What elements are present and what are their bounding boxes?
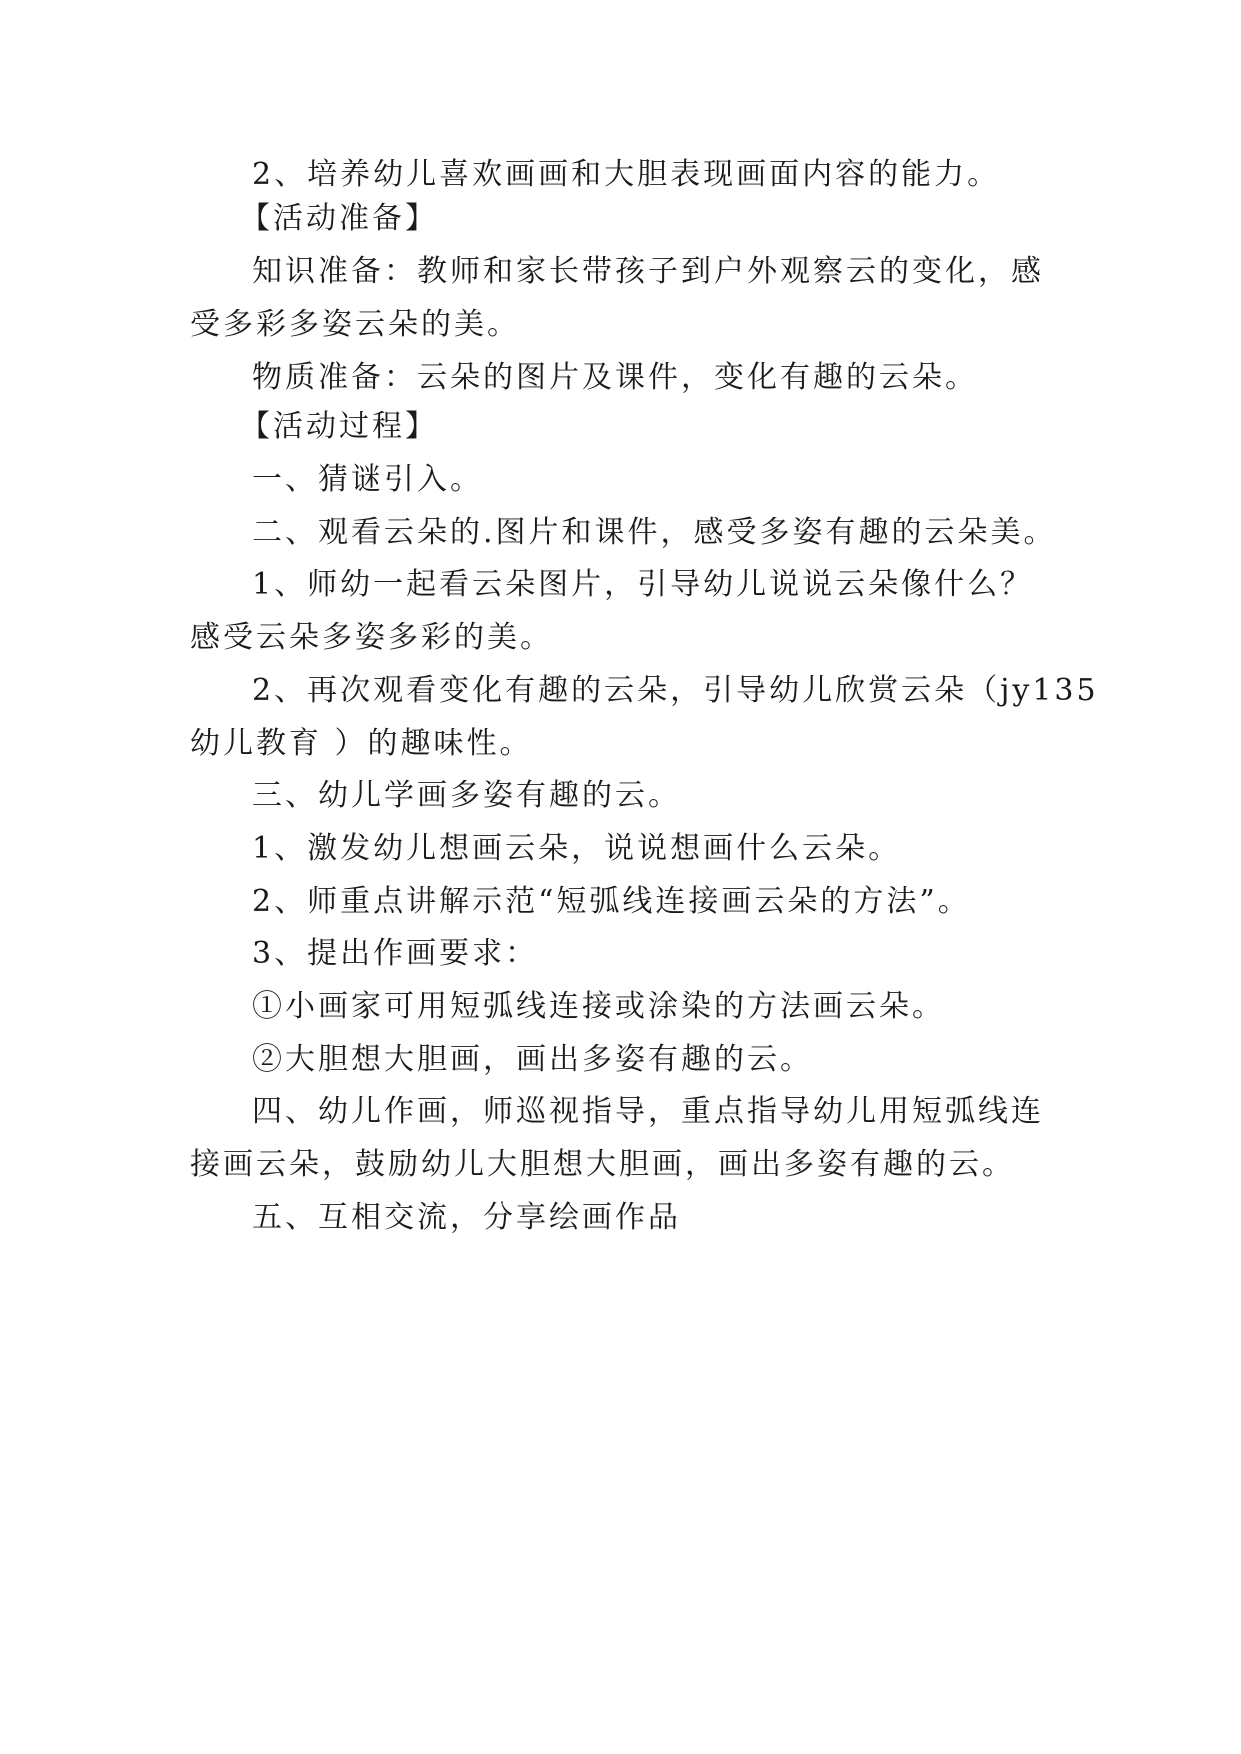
step-three-sub3-line: 3、提出作画要求： xyxy=(252,936,539,971)
step-four-line-1: 四、幼儿作画，师巡视指导，重点指导幼儿用短弧线连 xyxy=(252,1094,1044,1129)
step-two-sub1-line-1: 1、师幼一起看云朵图片，引导幼儿说说云朵像什么？ xyxy=(252,567,1034,602)
step-two-line: 二、观看云朵的.图片和课件，感受多姿有趣的云朵美。 xyxy=(252,515,1057,550)
step-two-sub1-line-2: 感受云朵多姿多彩的美。 xyxy=(190,620,553,655)
material-prep-line: 物质准备：云朵的图片及课件，变化有趣的云朵。 xyxy=(252,360,978,395)
step-three-sub1-line: 1、激发幼儿想画云朵，说说想画什么云朵。 xyxy=(252,831,902,866)
section-heading-process: 【活动过程】 xyxy=(240,409,438,444)
step-three-line: 三、幼儿学画多姿有趣的云。 xyxy=(252,778,681,813)
section-heading-preparation: 【活动准备】 xyxy=(240,201,438,236)
objective-line: 2、培养幼儿喜欢画画和大胆表现画面内容的能力。 xyxy=(252,157,1001,192)
knowledge-prep-line-2: 受多彩多姿云朵的美。 xyxy=(190,307,520,342)
requirement-two-line: ②大胆想大胆画，画出多姿有趣的云。 xyxy=(252,1042,813,1077)
step-three-sub2-line: 2、师重点讲解示范“短弧线连接画云朵的方法”。 xyxy=(252,884,971,919)
step-two-sub2-line-2: 幼儿教育 ）的趣味性。 xyxy=(190,726,533,761)
step-four-line-2: 接画云朵，鼓励幼儿大胆想大胆画，画出多姿有趣的云。 xyxy=(190,1147,1015,1182)
step-five-line: 五、互相交流，分享绘画作品 xyxy=(252,1200,681,1235)
step-two-sub2-line-1: 2、再次观看变化有趣的云朵，引导幼儿欣赏云朵（jy135 xyxy=(252,673,1099,708)
requirement-one-line: ①小画家可用短弧线连接或涂染的方法画云朵。 xyxy=(252,989,945,1024)
step-one-line: 一、猜谜引入。 xyxy=(252,462,483,497)
knowledge-prep-line-1: 知识准备：教师和家长带孩子到户外观察云的变化，感 xyxy=(252,254,1044,289)
